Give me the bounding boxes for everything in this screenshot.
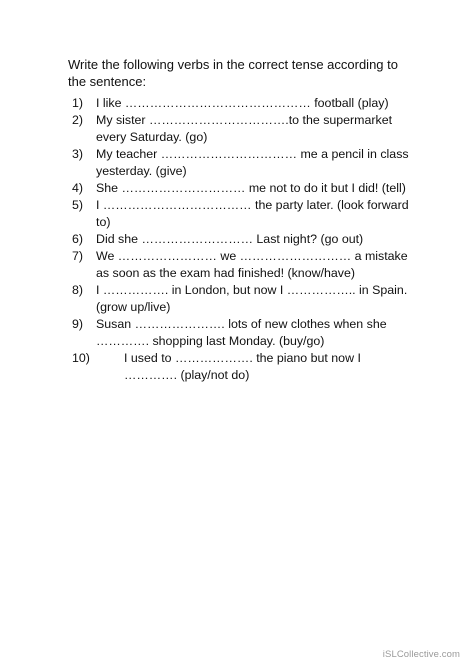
exercise-item-8	[68, 282, 413, 316]
exercise-number: 5)	[72, 198, 84, 212]
exercise-item-7	[68, 248, 413, 282]
exercise-item-5	[68, 197, 413, 231]
exercise-item-2	[68, 112, 413, 146]
exercise-text: We …………………… we ……………………… a mistake as soon as the exam had finished! (know/have)	[96, 249, 408, 280]
exercise-number: 9)	[72, 317, 84, 331]
exercise-text: Susan …………………. lots of new clothes when she …………. shopping last Monday. (buy/go)	[96, 317, 387, 348]
exercise-number: 8)	[72, 283, 84, 297]
exercise-text: I used to ………………. the piano but now I …………. (play/not do)	[124, 351, 361, 382]
instructions-text: Write the following verbs in the correct tense according to the sentence:	[68, 57, 398, 89]
exercise-number: 1)	[72, 96, 84, 110]
exercise-number: 6)	[72, 232, 84, 246]
exercise-item-4	[68, 180, 413, 197]
exercise-number: 7)	[72, 249, 84, 263]
exercise-number: 3)	[72, 147, 84, 161]
exercise-text: I ……………………………… the party later. (look forward to)	[96, 198, 409, 229]
exercise-text: She ………………………… me not to do it but I did! (tell)	[96, 181, 406, 195]
exercise-item-6	[68, 231, 413, 248]
exercise-item-9	[68, 316, 413, 350]
exercise-number: 10)	[72, 351, 90, 365]
exercise-text: I like ……………………………………… football (play)	[96, 96, 389, 110]
exercise-text: My teacher …………………………… me a pencil in class yesterday. (give)	[96, 147, 409, 178]
exercise-text: I ……………. in London, but now I …………….. in Spain. (grow up/live)	[96, 283, 408, 314]
watermark-brand: iSLCollective.com	[382, 649, 460, 660]
exercise-item-3	[68, 146, 413, 180]
exercise-text: My sister …………………………….to the supermarket every Saturday. (go)	[96, 113, 393, 144]
exercise-item-1	[68, 95, 413, 112]
exercise-text: Did she ……………………… Last night? (go out)	[96, 232, 364, 246]
exercise-number: 2)	[72, 113, 84, 127]
exercise-number: 4)	[72, 181, 84, 195]
exercise-list	[68, 95, 413, 384]
exercise-item-10	[68, 350, 413, 384]
